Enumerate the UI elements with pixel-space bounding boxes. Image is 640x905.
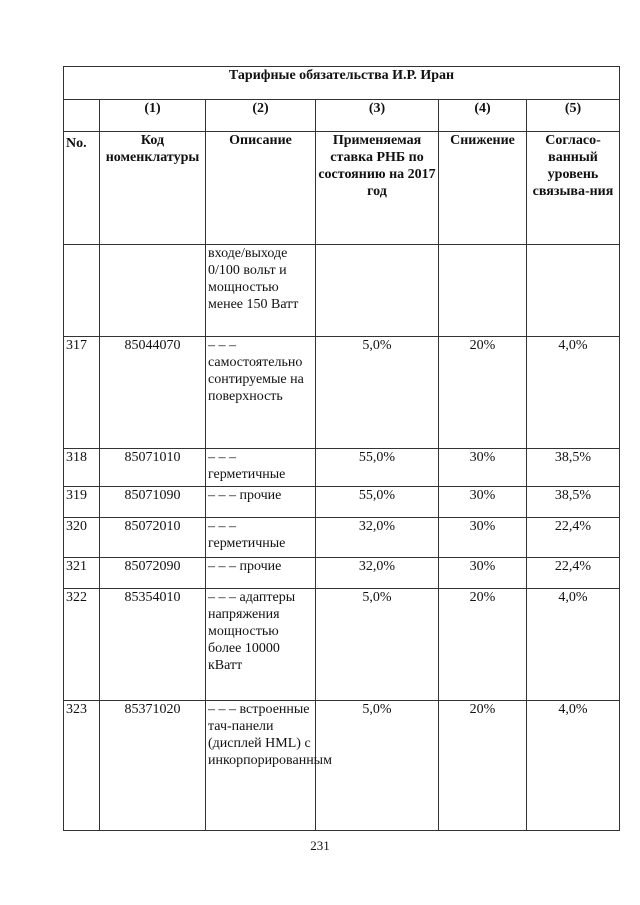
row-code: 85371020 xyxy=(100,701,206,831)
row-bound: 4,0% xyxy=(527,589,620,701)
table-row xyxy=(64,449,620,487)
row-reduction: 20% xyxy=(439,701,527,831)
row-description: входе/выходе 0/100 вольт и мощностью менее 150 Ватт xyxy=(206,245,316,337)
table-row xyxy=(64,558,620,589)
column-number: (3) xyxy=(316,100,439,132)
row-rate: 5,0% xyxy=(316,701,439,831)
table-header-row xyxy=(64,132,620,245)
row-bound: 22,4% xyxy=(527,518,620,558)
row-rate: 55,0% xyxy=(316,449,439,487)
row-no: 320 xyxy=(64,518,100,558)
column-number: (5) xyxy=(527,100,620,132)
tariff-table xyxy=(63,66,620,831)
row-rate: 32,0% xyxy=(316,558,439,589)
table-row xyxy=(64,589,620,701)
table-title-row xyxy=(64,67,620,100)
table-row xyxy=(64,337,620,449)
header-bound-level: Согласо-ванный уровень связыва-ния xyxy=(527,132,620,245)
header-applied-rate: Применяемая ставка РНБ по состоянию на 2017 год xyxy=(316,132,439,245)
row-description: – – – герметичные xyxy=(206,518,316,558)
header-reduction: Снижение xyxy=(439,132,527,245)
row-code: 85354010 xyxy=(100,589,206,701)
row-reduction: 30% xyxy=(439,487,527,518)
table-row xyxy=(64,245,620,337)
row-reduction: 20% xyxy=(439,337,527,449)
row-bound: 38,5% xyxy=(527,487,620,518)
row-reduction: 30% xyxy=(439,518,527,558)
row-reduction: 30% xyxy=(439,558,527,589)
table-title: Тарифные обязательства И.Р. Иран xyxy=(64,67,620,100)
row-bound: 22,4% xyxy=(527,558,620,589)
column-number: (4) xyxy=(439,100,527,132)
row-no: 317 xyxy=(64,337,100,449)
table-row xyxy=(64,701,620,831)
row-rate: 55,0% xyxy=(316,487,439,518)
row-rate xyxy=(316,245,439,337)
row-rate: 5,0% xyxy=(316,589,439,701)
row-reduction xyxy=(439,245,527,337)
row-bound: 38,5% xyxy=(527,449,620,487)
row-bound xyxy=(527,245,620,337)
row-no xyxy=(64,245,100,337)
row-description: – – – встроенные тач-панели (дисплей HML) с инкорпорированным xyxy=(206,701,316,831)
row-code: 85072010 xyxy=(100,518,206,558)
row-code: 85071090 xyxy=(100,487,206,518)
row-reduction: 20% xyxy=(439,589,527,701)
row-no: 319 xyxy=(64,487,100,518)
header-no: No. xyxy=(64,132,100,245)
row-description: – – – герметичные xyxy=(206,449,316,487)
table-row xyxy=(64,487,620,518)
header-code: Код номенклатуры xyxy=(100,132,206,245)
row-reduction: 30% xyxy=(439,449,527,487)
row-description: – – – самостоятельно сонтируемые на поверхность xyxy=(206,337,316,449)
column-number-row xyxy=(64,100,620,132)
row-bound: 4,0% xyxy=(527,337,620,449)
page-number: 231 xyxy=(310,838,330,853)
column-number: (2) xyxy=(206,100,316,132)
row-description: – – – прочие xyxy=(206,558,316,589)
column-number: (1) xyxy=(100,100,206,132)
row-code: 85072090 xyxy=(100,558,206,589)
table-row xyxy=(64,518,620,558)
row-description: – – – прочие xyxy=(206,487,316,518)
row-code: 85044070 xyxy=(100,337,206,449)
row-bound: 4,0% xyxy=(527,701,620,831)
row-no: 322 xyxy=(64,589,100,701)
row-rate: 32,0% xyxy=(316,518,439,558)
header-description: Описание xyxy=(206,132,316,245)
row-rate: 5,0% xyxy=(316,337,439,449)
column-number-empty xyxy=(64,100,100,132)
row-code: 85071010 xyxy=(100,449,206,487)
row-no: 321 xyxy=(64,558,100,589)
row-no: 318 xyxy=(64,449,100,487)
row-code xyxy=(100,245,206,337)
row-description: – – – адаптеры напряжения мощностью более 10000 кВатт xyxy=(206,589,316,701)
row-no: 323 xyxy=(64,701,100,831)
